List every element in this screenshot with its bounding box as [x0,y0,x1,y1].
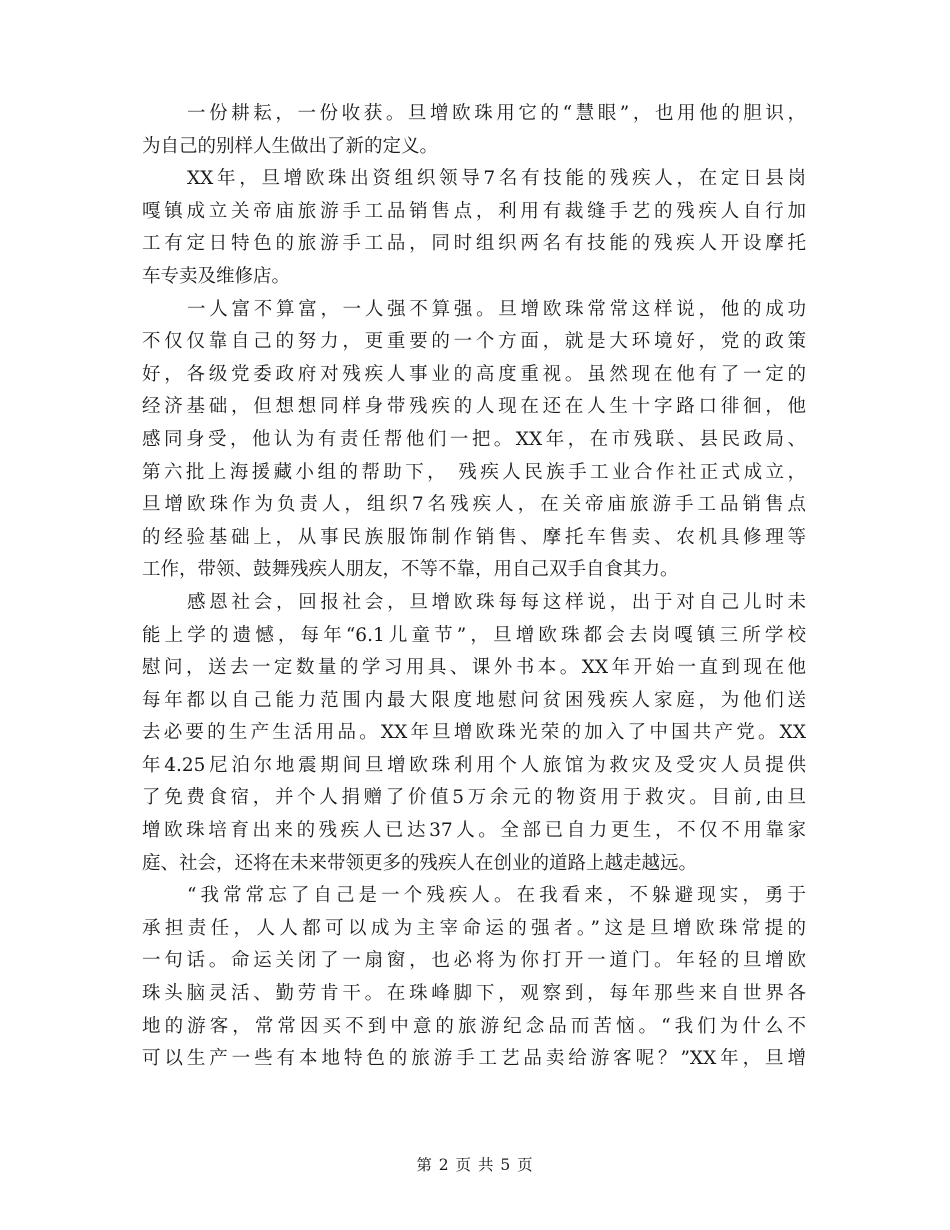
text-line: 能上学的遗憾，每年“6.1儿童节”，旦增欧珠都会去岗嘎镇三所学校 [142,624,806,646]
document-body [142,98,806,1076]
text-line: 地的游客，常常因买不到中意的旅游纪念品而苦恼。“我们为什么不 [142,1015,806,1037]
text-line: 每年都以自己能力范围内最大限度地慰问贫困残疾人家庭，为他们送 [142,689,806,711]
text-line: 庭、社会，还将在未来带领更多的残疾人在创业的道路上越走越远。 [142,852,698,874]
text-line: 感恩社会，回报社会，旦增欧珠每每这样说，出于对自己儿时未 [187,591,806,613]
text-line: 可以生产一些有本地特色的旅游手工艺品卖给游客呢？”XX年，旦增 [142,1048,806,1070]
text-line: 经济基础，但想想同样身带残疾的人现在还在人生十字路口徘徊，他 [142,396,806,418]
text-line: 珠头脑灵活、勤劳肯干。在珠峰脚下，观察到，每年那些来自世界各 [142,983,806,1005]
text-line: 第六批上海援藏小组的帮助下， 残疾人民族手工业合作社正式成立， [142,461,806,483]
text-line: 工作，带领、鼓舞残疾人朋友，不等不靠，用自己双手自食其力。 [142,559,679,581]
text-line: 旦增欧珠作为负责人，组织7名残疾人，在关帝庙旅游手工品销售点 [142,494,806,516]
text-line: 好，各级党委政府对残疾人事业的高度重视。虽然现在他有了一定的 [142,363,806,385]
text-line: 慰问，送去一定数量的学习用具、课外书本。XX年开始一直到现在他 [142,657,806,679]
text-line: 了免费食宿，并个人捐赠了价值5万余元的物资用于救灾。目前,由旦 [142,787,806,809]
text-line: 的经验基础上，从事民族服饰制作销售、摩托车售卖、农机具修理等 [142,526,806,548]
text-line: 一份耕耘，一份收获。旦增欧珠用它的“慧眼”，也用他的胆识， [187,103,806,124]
text-line: 工有定日特色的旅游手工品，同时组织两名有技能的残疾人开设摩托 [142,233,806,255]
text-line: 不仅仅靠自己的努力，更重要的一个方面，就是大环境好，党的政策 [142,331,806,353]
text-line: 承担责任，人人都可以成为主宰命运的强者。”这是旦增欧珠常提的 [142,917,806,939]
text-line: 一人富不算富，一人强不算强。旦增欧珠常常这样说，他的成功 [187,298,806,320]
text-line: 感同身受，他认为有责任帮他们一把。XX年，在市残联、县民政局、 [142,428,806,450]
page-footer: 第 2 页 共 5 页 [416,1156,534,1174]
text-line: 增欧珠培育出来的残疾人已达37人。全部已自力更生，不仅不用靠家 [142,820,806,842]
text-line: 年4.25尼泊尔地震期间旦增欧珠利用个人旅馆为救灾及受灾人员提供 [142,754,806,776]
text-line: 一句话。命运关闭了一扇窗，也必将为你打开一道门。年轻的旦增欧 [142,950,806,972]
text-line: 为自己的别样人生做出了新的定义。 [142,135,439,157]
text-line: “我常常忘了自己是一个残疾人。在我看来，不躲避现实，勇于 [187,885,806,907]
text-line: 车专卖及维修店。 [142,265,291,287]
text-line: 嘎镇成立关帝庙旅游手工品销售点，利用有裁缝手艺的残疾人自行加 [142,200,806,222]
text-line: XX年，旦增欧珠出资组织领导7名有技能的残疾人，在定日县岗 [187,168,806,190]
text-line: 去必要的生产生活用品。XX年旦增欧珠光荣的加入了中国共产党。XX [142,722,806,744]
